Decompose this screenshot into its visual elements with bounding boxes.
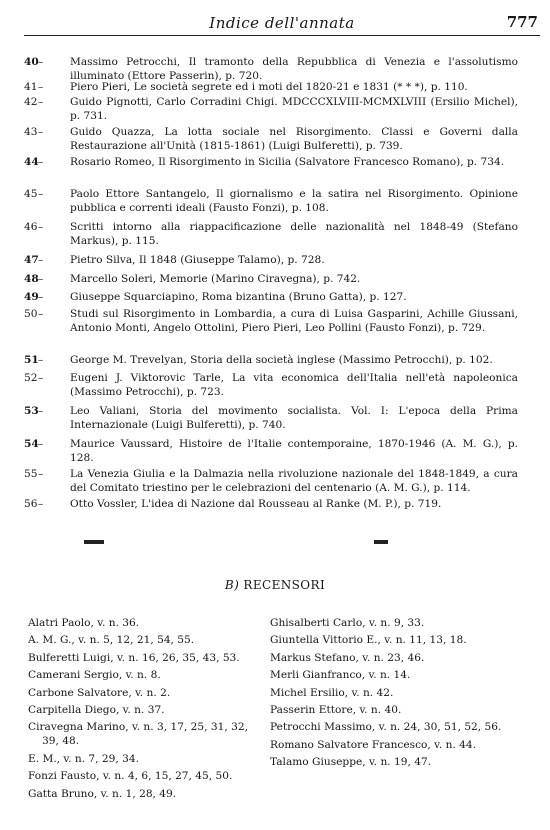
entry-dash: – — [38, 56, 44, 68]
entry-text: Maurice Vaussard, Histoire de l'Italie contemporaine, 1870-1946 (A. M. G.), p. 128. — [70, 438, 518, 464]
entry-text: Giuseppe Squarciapino, Roma bizantina (Bruno Gatta), p. 127. — [70, 291, 407, 303]
entry-number: 51 — [24, 354, 39, 366]
entry-text: Studi sul Risorgimento in Lombardia, a cura di Luisa Gasparini, Achille Giussani, Antonio Monti, Angelo Ottolini, Piero Pieri, Leo Pollini (Fausto Fonzi), p. 729. — [70, 308, 518, 334]
entry-number: 47 — [24, 254, 39, 266]
entry — [24, 371, 518, 404]
entry-number: 53 — [24, 405, 39, 417]
reviewer-item: Passerin Ettore, v. n. 40. — [270, 703, 402, 716]
entry-dash: – — [38, 438, 44, 450]
entry-text: La Venezia Giulia e la Dalmazia nella rivoluzione nazionale del 1848-1849, a cura del Comitato triestino per le celebrazioni del centenario (A. M. G.), p. 114. — [70, 468, 518, 494]
entry-dash: – — [38, 308, 44, 320]
reviewer-item: Camerani Sergio, v. n. 8. — [28, 669, 161, 682]
entry-list — [24, 55, 518, 512]
reviewer-item: Ghisalberti Carlo, v. n. 9, 33. — [270, 617, 425, 629]
entry-dash: – — [38, 273, 44, 285]
entry-number: 41 — [24, 81, 38, 93]
entry — [24, 437, 518, 467]
entry-dash: – — [38, 372, 44, 384]
reviewers-column-left — [28, 616, 268, 804]
page-header — [24, 6, 540, 32]
reviewer-item: A. M. G., v. n. 5, 12, 21, 54, 55. — [28, 634, 195, 647]
entry-dash: – — [38, 81, 44, 93]
entry-number: 43 — [24, 126, 38, 138]
page-number: 777 — [506, 13, 538, 31]
entry — [24, 125, 518, 155]
header-rule — [24, 35, 540, 36]
entry-number: 52 — [24, 372, 38, 384]
entry-dash: – — [38, 254, 44, 266]
entry-number: 46 — [24, 221, 38, 233]
reviewer-item: Gatta Bruno, v. n. 1, 28, 49. — [28, 787, 177, 800]
reviewer-item: Carpitella Diego, v. n. 37. — [28, 703, 165, 716]
entry — [24, 253, 518, 272]
reviewer-item: Markus Stefano, v. n. 23, 46. — [270, 651, 425, 664]
entry-dash: – — [38, 188, 44, 200]
section-title: RECENSORI — [243, 578, 326, 592]
reviewer-item: Romano Salvatore Francesco, v. n. 44. — [270, 738, 476, 751]
reviewer-item: Michel Ersilio, v. n. 42. — [270, 686, 394, 699]
entry-text: Marcello Soleri, Memorie (Marino Ciravegna), p. 742. — [70, 273, 361, 285]
reviewer-item: Fonzi Fausto, v. n. 4, 6, 15, 27, 45, 50. — [28, 770, 233, 783]
entry-number: 54 — [24, 438, 39, 450]
entry — [24, 467, 518, 497]
entry-dash: – — [38, 405, 44, 417]
reviewer-item: Ciravegna Marino, v. n. 3, 17, 25, 31, 32, 39, 48. — [28, 721, 248, 748]
entry — [24, 290, 518, 307]
ink-mark — [84, 540, 104, 544]
entry — [24, 55, 518, 80]
entry — [24, 80, 518, 95]
entry-text: Otto Vossler, L'idea di Nazione dal Rousseau al Ranke (M. P.), p. 719. — [70, 498, 442, 510]
reviewer-item: E. M., v. n. 7, 29, 34. — [28, 752, 139, 765]
running-title: Indice dell'annata — [209, 14, 355, 32]
entry-number: 48 — [24, 273, 39, 285]
entry-text: Eugeni J. Viktorovic Tarle, La vita economica dell'Italia nell'età napoleonica (Massimo Petrocchi), p. 723. — [70, 372, 518, 398]
entry-dash: – — [38, 468, 44, 480]
entry-dash: – — [38, 96, 44, 108]
entry-dash: – — [38, 291, 44, 303]
reviewer-item: Carbone Salvatore, v. n. 2. — [28, 686, 171, 699]
entry-number: 55 — [24, 468, 38, 480]
entry-number: 56 — [24, 498, 38, 510]
section-heading — [0, 578, 550, 592]
entry-text: Rosario Romeo, Il Risorgimento in Sicilia (Salvatore Francesco Romano), p. 734. — [70, 156, 505, 168]
entry-text: Leo Valiani, Storia del movimento socialista. Vol. I: L'epoca della Prima Internazionale (Luigi Bulferetti), p. 740. — [70, 405, 518, 431]
reviewer-item: Giuntella Vittorio E., v. n. 11, 13, 18. — [270, 634, 467, 647]
reviewer-item: Petrocchi Massimo, v. n. 24, 30, 51, 52, 56. — [270, 721, 502, 734]
entry — [24, 220, 518, 253]
entry-dash: – — [38, 156, 44, 168]
ink-mark — [374, 540, 388, 544]
entry-text: Guido Quazza, La lotta sociale nel Risorgimento. Classi e Governi dalla Restaurazione all'Unità (1815-1861) (Luigi Bulferetti), p. 739. — [70, 126, 518, 152]
entry-number: 50 — [24, 308, 38, 320]
entry-text: Scritti intorno alla riappacificazione delle nazionalità nel 1848-49 (Stefano Markus), p. 115. — [70, 221, 518, 247]
entry-text: Guido Pignotti, Carlo Corradini Chigi. MDCCCXLVIII-MCMXLVIII (Ersilio Michel), p. 731. — [70, 96, 518, 122]
entry-dash: – — [38, 498, 44, 510]
entry — [24, 404, 518, 437]
reviewers-column-right — [270, 616, 510, 773]
entry-number: 45 — [24, 188, 38, 200]
reviewer-item: Talamo Giuseppe, v. n. 19, 47. — [270, 756, 432, 769]
entry — [24, 497, 518, 512]
entry-text: Massimo Petrocchi, Il tramonto della Repubblica di Venezia e l'assolutismo illuminato (Ettore Passerin), p. 720. — [70, 56, 518, 82]
reviewer-item: Alatri Paolo, v. n. 36. — [28, 617, 140, 629]
entry-dash: – — [38, 354, 44, 366]
reviewer-item: Bulferetti Luigi, v. n. 16, 26, 35, 43, 53. — [28, 651, 240, 664]
entry — [24, 155, 518, 187]
entry-text: George M. Trevelyan, Storia della società inglese (Massimo Petrocchi), p. 102. — [70, 354, 493, 366]
entry-number: 42 — [24, 96, 38, 108]
entry-text: Pietro Silva, Il 1848 (Giuseppe Talamo), p. 728. — [70, 254, 325, 266]
entry — [24, 272, 518, 290]
entry — [24, 353, 518, 371]
section-letter: B) — [224, 578, 240, 592]
entry-number: 40 — [24, 56, 39, 68]
entry-dash: – — [38, 221, 44, 233]
entry-text: Piero Pieri, Le società segrete ed i moti del 1820-21 e 1831 (* * *), p. 110. — [70, 81, 468, 93]
entry-number: 49 — [24, 291, 39, 303]
entry — [24, 95, 518, 125]
entry-text: Paolo Ettore Santangelo, Il giornalismo e la satira nel Risorgimento. Opinione pubblica e correnti ideali (Fausto Fonzi), p. 108. — [70, 188, 518, 214]
entry — [24, 187, 518, 220]
reviewer-item: Merli Gianfranco, v. n. 14. — [270, 669, 411, 682]
entry-dash: – — [38, 126, 44, 138]
entry-number: 44 — [24, 156, 39, 168]
entry — [24, 307, 518, 353]
